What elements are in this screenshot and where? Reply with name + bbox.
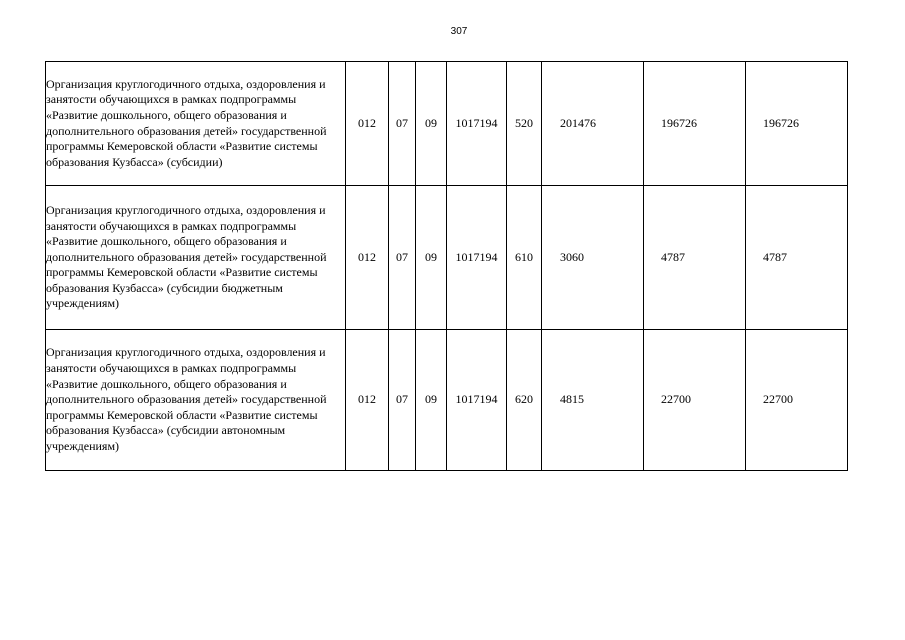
ministry-code: 012 [346, 186, 389, 330]
table-row [46, 330, 848, 471]
table-row [46, 186, 848, 330]
amount-year3: 22700 [763, 392, 793, 407]
target-article-code: 1017194 [447, 62, 507, 186]
amount-year1: 3060 [560, 249, 584, 264]
budget-table [45, 61, 848, 471]
table-row [46, 62, 848, 186]
amount-year2: 4787 [661, 249, 685, 264]
amount-year1: 201476 [560, 115, 596, 130]
page-number: 307 [450, 26, 468, 37]
amount-year3-cell [746, 330, 848, 471]
section-code: 07 [389, 62, 416, 186]
row-description: Организация круглогодичного отдыха, оздоровления и занятости обучающихся в рамках подпрограммы «Развитие дошкольного, общего образования и дополнительного образования детей» государственной программы Кемеровской области «Развитие системы образования Кузбасса» (субсидии бюджетным учреждениям) [46, 186, 346, 330]
amount-year2-cell [644, 330, 746, 471]
amount-year2: 196726 [661, 115, 697, 130]
amount-year1-cell [542, 186, 644, 330]
amount-year2: 22700 [661, 392, 691, 407]
ministry-code: 012 [346, 330, 389, 471]
amount-year2-cell [644, 62, 746, 186]
section-code: 07 [389, 186, 416, 330]
amount-year1-cell [542, 62, 644, 186]
amount-year3-cell [746, 186, 848, 330]
target-article-code: 1017194 [447, 330, 507, 471]
amount-year3-cell [746, 62, 848, 186]
amount-year3: 4787 [763, 249, 787, 264]
amount-year1-cell [542, 330, 644, 471]
ministry-code: 012 [346, 62, 389, 186]
amount-year1: 4815 [560, 392, 584, 407]
subsection-code: 09 [416, 186, 447, 330]
subsection-code: 09 [416, 330, 447, 471]
row-description: Организация круглогодичного отдыха, оздоровления и занятости обучающихся в рамках подпрограммы «Развитие дошкольного, общего образования и дополнительного образования детей» государственной программы Кемеровской области «Развитие системы образования Кузбасса» (субсидии автономным учреждениям) [46, 330, 346, 471]
amount-year2-cell [644, 186, 746, 330]
amount-year3: 196726 [763, 115, 799, 130]
expense-type-code: 610 [507, 186, 542, 330]
target-article-code: 1017194 [447, 186, 507, 330]
expense-type-code: 520 [507, 62, 542, 186]
row-description: Организация круглогодичного отдыха, оздоровления и занятости обучающихся в рамках подпрограммы «Развитие дошкольного, общего образования и дополнительного образования детей» государственной программы Кемеровской области «Развитие системы образования Кузбасса» (субсидии) [46, 62, 346, 186]
expense-type-code: 620 [507, 330, 542, 471]
section-code: 07 [389, 330, 416, 471]
subsection-code: 09 [416, 62, 447, 186]
